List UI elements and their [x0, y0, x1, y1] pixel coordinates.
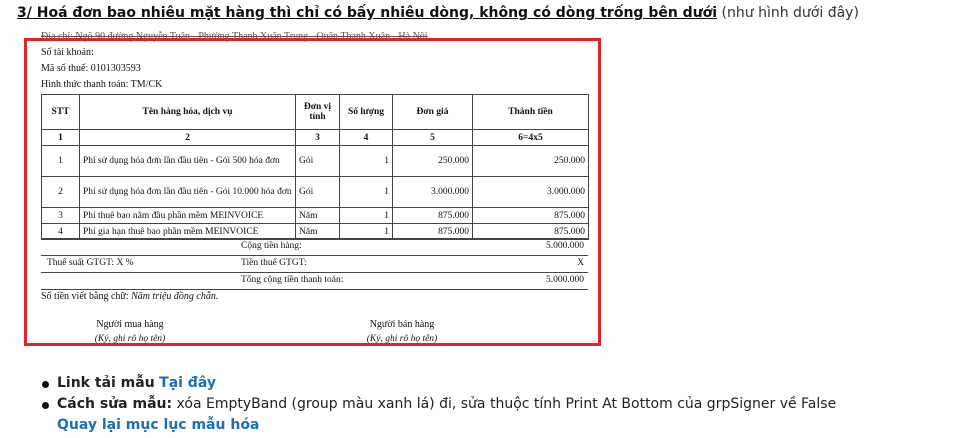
section-heading	[17, 5, 859, 21]
item-qty: 1	[340, 224, 393, 240]
item-unit: Gói	[296, 177, 340, 208]
words-value: Năm triệu đồng chẵn.	[131, 291, 219, 302]
fix-text: xóa EmptyBand (group màu xanh lá) đi, sửa thuộc tính Print At Bottom của grpSigner về False	[176, 396, 837, 412]
index-cell: 4	[340, 130, 393, 146]
item-qty: 1	[340, 146, 393, 177]
item-amount: 875.000	[473, 224, 589, 240]
total-label: Tổng cộng tiền thanh toán:	[241, 275, 344, 285]
index-cell: 5	[393, 130, 473, 146]
words-label: Số tiền viết bằng chữ:	[41, 291, 129, 302]
bullet-icon	[42, 402, 49, 409]
vat-rate: Thuế suất GTGT: X %	[47, 258, 134, 268]
invoice-payment: Hình thức thanh toán: TM/CK	[41, 79, 163, 90]
item-name: Phí thuê bao năm đầu phần mềm MEINVOICE	[80, 208, 296, 224]
item-price: 3.000.000	[393, 177, 473, 208]
item-name: Phí gia hạn thuê bao phần mềm MEINVOICE	[80, 224, 296, 240]
invoice-account: Số tài khoản:	[41, 47, 94, 58]
heading-title: 3/ Hoá đơn bao nhiêu mặt hàng thì chỉ có bấy nhiêu dòng, không có dòng trống bên dưới	[17, 5, 718, 21]
index-cell: 2	[80, 130, 296, 146]
subtotal-label: Cộng tiền hàng:	[241, 241, 302, 251]
item-price: 875.000	[393, 208, 473, 224]
vat-label: Tiền thuế GTGT:	[241, 258, 307, 268]
item-stt: 3	[42, 208, 80, 224]
back-link[interactable]: Quay lại mục lục mẫu hóa	[57, 417, 260, 433]
item-qty: 1	[340, 177, 393, 208]
item-price: 250.000	[393, 146, 473, 177]
subtotal-value: 5.000.000	[546, 241, 584, 251]
item-stt: 4	[42, 224, 80, 240]
header-name: Tên hàng hóa, dịch vụ	[80, 95, 296, 130]
index-cell: 1	[42, 130, 80, 146]
item-qty: 1	[340, 208, 393, 224]
seller-label: Người bán hàng	[369, 319, 435, 330]
fix-label: Cách sửa mẫu:	[57, 396, 173, 412]
item-amount: 875.000	[473, 208, 589, 224]
invoice-tax-code: Mã số thuế: 0101303593	[41, 63, 141, 74]
header-amount: Thành tiền	[473, 95, 589, 130]
seller-sub: (Ký, ghi rõ họ tên)	[366, 334, 438, 344]
list-item	[42, 396, 836, 417]
item-stt: 1	[42, 146, 80, 177]
item-unit: Năm	[296, 208, 340, 224]
item-amount: 3.000.000	[473, 177, 589, 208]
item-unit: Gói	[296, 146, 340, 177]
header-price: Đơn giá	[393, 95, 473, 130]
bullet-list	[42, 375, 836, 438]
heading-note: (như hình dưới đây)	[721, 5, 859, 21]
item-stt: 2	[42, 177, 80, 208]
invoice-image	[17, 27, 610, 354]
bullet-icon	[42, 381, 49, 388]
list-item	[42, 375, 836, 396]
buyer-sub: (Ký, ghi rõ họ tên)	[94, 334, 166, 344]
item-amount: 250.000	[473, 146, 589, 177]
highlight-frame	[24, 38, 601, 346]
buyer-label: Người mua hàng	[96, 319, 164, 330]
invoice-address: Địa chỉ: Ngõ 90 đường Nguyễn Tuân - Phường Thanh Xuân Trung - Quận Thanh Xuân - Hà Nội	[41, 31, 428, 42]
index-cell: 6=4x5	[473, 130, 589, 146]
header-stt: STT	[42, 95, 80, 130]
vat-value: X	[577, 258, 584, 268]
index-cell: 3	[296, 130, 340, 146]
header-qty: Số lượng	[340, 95, 393, 130]
total-value: 5.000.000	[546, 275, 584, 285]
item-name: Phí sử dụng hóa đơn lần đầu tiên - Gói 10.000 hóa đơn	[80, 177, 296, 208]
item-price: 875.000	[393, 224, 473, 240]
download-link[interactable]: Tại đây	[159, 375, 216, 391]
header-unit: Đơn vị tính	[296, 95, 340, 130]
item-unit: Năm	[296, 224, 340, 240]
item-name: Phí sử dụng hóa đơn lần đầu tiên - Gói 500 hóa đơn	[80, 146, 296, 177]
list-item	[42, 417, 836, 438]
download-label: Link tải mẫu	[57, 375, 155, 391]
